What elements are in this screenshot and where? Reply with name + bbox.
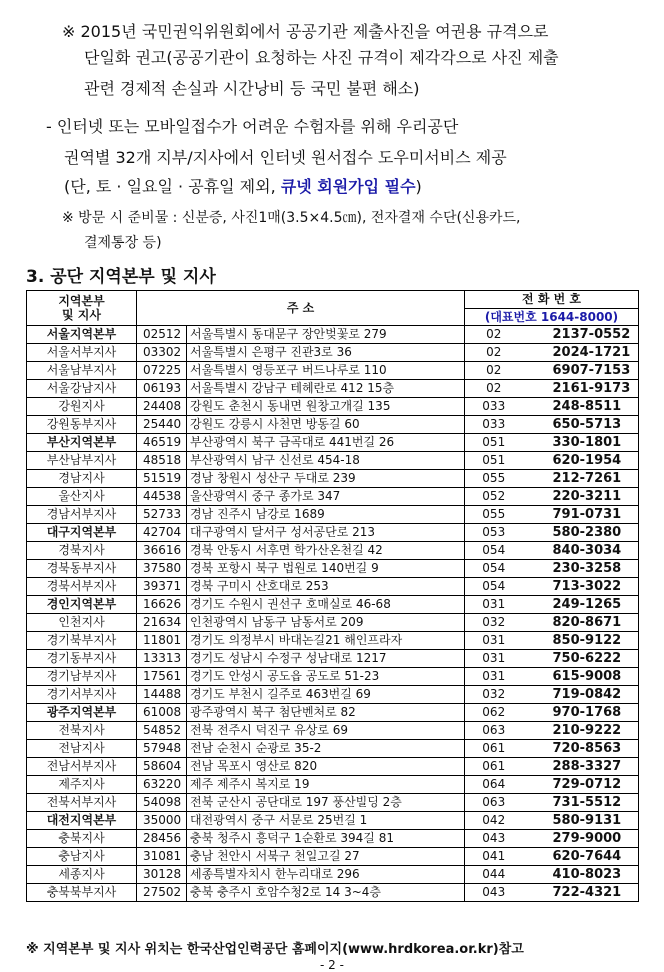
area-code: 061 xyxy=(465,758,523,776)
area-code: 063 xyxy=(465,794,523,812)
phone-number: 580-9131 xyxy=(523,812,639,830)
bullet-line1: - 인터넷 또는 모바일접수가 어려운 수험자를 위해 우리공단 xyxy=(46,117,459,136)
area-code: 043 xyxy=(465,830,523,848)
table-row xyxy=(27,596,639,614)
address: 경기도 부천시 길주로 463번길 69 xyxy=(187,686,465,704)
branch-name: 대구지역본부 xyxy=(27,524,137,542)
table-row xyxy=(27,794,639,812)
phone-number: 2024-1721 xyxy=(523,344,639,362)
table-row xyxy=(27,758,639,776)
branch-name: 광주지역본부 xyxy=(27,704,137,722)
area-code: 02 xyxy=(465,344,523,362)
address: 대구광역시 달서구 성서공단로 213 xyxy=(187,524,465,542)
postal-code: 36616 xyxy=(137,542,187,560)
branch-name: 경기동부지사 xyxy=(27,650,137,668)
branch-name: 제주지사 xyxy=(27,776,137,794)
address: 서울특별시 은평구 진관3로 36 xyxy=(187,344,465,362)
postal-code: 57948 xyxy=(137,740,187,758)
area-code: 044 xyxy=(465,866,523,884)
table-row xyxy=(27,884,639,902)
branch-name: 경인지역본부 xyxy=(27,596,137,614)
table-row xyxy=(27,560,639,578)
address: 서울특별시 동대문구 장안벚꽃로 279 xyxy=(187,326,465,344)
branch-name: 세종지사 xyxy=(27,866,137,884)
table-row xyxy=(27,434,639,452)
postal-code: 07225 xyxy=(137,362,187,380)
branch-name: 인천지사 xyxy=(27,614,137,632)
postal-code: 31081 xyxy=(137,848,187,866)
table-row xyxy=(27,578,639,596)
bullet-line3 xyxy=(64,177,422,197)
note1-line2: 단일화 권고(공공기관이 요청하는 사진 규격이 제각각으로 사진 제출 xyxy=(84,48,559,67)
postal-code: 13313 xyxy=(137,650,187,668)
phone-number: 750-6222 xyxy=(523,650,639,668)
address: 경기도 안성시 공도읍 공도로 51-23 xyxy=(187,668,465,686)
table-header-row xyxy=(27,291,639,309)
phone-number: 230-3258 xyxy=(523,560,639,578)
phone-number: 248-8511 xyxy=(523,398,639,416)
phone-number: 722-4321 xyxy=(523,884,639,902)
branch-name: 서울남부지사 xyxy=(27,362,137,380)
header-branch xyxy=(27,291,137,326)
bullet-line3-post: ) xyxy=(415,177,422,196)
phone-number: 249-1265 xyxy=(523,596,639,614)
branch-name: 부산남부지사 xyxy=(27,452,137,470)
address: 인천광역시 남동구 남동서로 209 xyxy=(187,614,465,632)
address: 제주 제주시 복지로 19 xyxy=(187,776,465,794)
area-code: 053 xyxy=(465,524,523,542)
address: 경남 진주시 남강로 1689 xyxy=(187,506,465,524)
area-code: 055 xyxy=(465,506,523,524)
table-row xyxy=(27,704,639,722)
branch-table xyxy=(26,290,639,902)
phone-number: 970-1768 xyxy=(523,704,639,722)
table-row xyxy=(27,650,639,668)
area-code: 031 xyxy=(465,650,523,668)
postal-code: 03302 xyxy=(137,344,187,362)
address: 강원도 춘천시 동내면 원창고개길 135 xyxy=(187,398,465,416)
table-row xyxy=(27,362,639,380)
area-code: 041 xyxy=(465,848,523,866)
header-phone-representative: (대표번호 1644-8000) xyxy=(465,308,639,326)
postal-code: 61008 xyxy=(137,704,187,722)
address: 전북 전주시 덕진구 유상로 69 xyxy=(187,722,465,740)
area-code: 02 xyxy=(465,326,523,344)
area-code: 051 xyxy=(465,452,523,470)
branch-name: 충북지사 xyxy=(27,830,137,848)
table-row xyxy=(27,344,639,362)
postal-code: 14488 xyxy=(137,686,187,704)
address: 광주광역시 북구 첨단벤처로 82 xyxy=(187,704,465,722)
area-code: 033 xyxy=(465,416,523,434)
table-row xyxy=(27,614,639,632)
phone-number: 720-8563 xyxy=(523,740,639,758)
address: 충북 충주시 호암수청2로 14 3~4층 xyxy=(187,884,465,902)
table-row xyxy=(27,542,639,560)
address: 울산광역시 중구 종가로 347 xyxy=(187,488,465,506)
postal-code: 17561 xyxy=(137,668,187,686)
table-row xyxy=(27,830,639,848)
table-row xyxy=(27,416,639,434)
branch-name: 경기북부지사 xyxy=(27,632,137,650)
area-code: 054 xyxy=(465,578,523,596)
branch-name: 전남지사 xyxy=(27,740,137,758)
postal-code: 37580 xyxy=(137,560,187,578)
table-row xyxy=(27,668,639,686)
table-row xyxy=(27,722,639,740)
header-address: 주 소 xyxy=(137,291,465,326)
branch-name: 충북북부지사 xyxy=(27,884,137,902)
phone-number: 279-9000 xyxy=(523,830,639,848)
bullet-line2: 권역별 32개 지부/지사에서 인터넷 원서접수 도우미서비스 제공 xyxy=(64,148,507,167)
phone-number: 729-0712 xyxy=(523,776,639,794)
area-code: 032 xyxy=(465,614,523,632)
phone-number: 719-0842 xyxy=(523,686,639,704)
postal-code: 28456 xyxy=(137,830,187,848)
area-code: 02 xyxy=(465,362,523,380)
postal-code: 58604 xyxy=(137,758,187,776)
area-code: 02 xyxy=(465,380,523,398)
branch-name: 경기남부지사 xyxy=(27,668,137,686)
postal-code: 16626 xyxy=(137,596,187,614)
address: 부산광역시 북구 금곡대로 441번길 26 xyxy=(187,434,465,452)
address: 경북 포항시 북구 법원로 140번길 9 xyxy=(187,560,465,578)
address: 부산광역시 남구 신선로 454-18 xyxy=(187,452,465,470)
branch-name: 서울서부지사 xyxy=(27,344,137,362)
qnet-signup-required: 큐넷 회원가입 필수 xyxy=(280,177,416,196)
branch-name: 강원지사 xyxy=(27,398,137,416)
table-row xyxy=(27,524,639,542)
area-code: 054 xyxy=(465,560,523,578)
branch-name: 강원동부지사 xyxy=(27,416,137,434)
address: 대전광역시 중구 서문로 25번길 1 xyxy=(187,812,465,830)
phone-number: 713-3022 xyxy=(523,578,639,596)
table-row xyxy=(27,326,639,344)
phone-number: 580-2380 xyxy=(523,524,639,542)
area-code: 054 xyxy=(465,542,523,560)
address: 전남 순천시 순광로 35-2 xyxy=(187,740,465,758)
branch-name: 전남서부지사 xyxy=(27,758,137,776)
postal-code: 02512 xyxy=(137,326,187,344)
note2-line2: 결제통장 등) xyxy=(84,235,162,251)
area-code: 064 xyxy=(465,776,523,794)
branch-name: 경북서부지사 xyxy=(27,578,137,596)
branch-name: 경북지사 xyxy=(27,542,137,560)
branch-name: 부산지역본부 xyxy=(27,434,137,452)
postal-code: 27502 xyxy=(137,884,187,902)
phone-number: 731-5512 xyxy=(523,794,639,812)
branch-name: 전북서부지사 xyxy=(27,794,137,812)
table-row xyxy=(27,398,639,416)
header-phone: 전 화 번 호 xyxy=(465,291,639,309)
phone-number: 650-5713 xyxy=(523,416,639,434)
postal-code: 63220 xyxy=(137,776,187,794)
phone-number: 2137-0552 xyxy=(523,326,639,344)
postal-code: 24408 xyxy=(137,398,187,416)
address: 경북 안동시 서후면 학가산온천길 42 xyxy=(187,542,465,560)
table-row xyxy=(27,812,639,830)
phone-number: 820-8671 xyxy=(523,614,639,632)
postal-code: 25440 xyxy=(137,416,187,434)
bullet-line3-pre: (단, 토 · 일요일 · 공휴일 제외, xyxy=(64,177,281,196)
branch-name: 울산지사 xyxy=(27,488,137,506)
postal-code: 39371 xyxy=(137,578,187,596)
phone-number: 220-3211 xyxy=(523,488,639,506)
postal-code: 35000 xyxy=(137,812,187,830)
address: 전북 군산시 공단대로 197 풍산빌딩 2층 xyxy=(187,794,465,812)
area-code: 031 xyxy=(465,668,523,686)
branch-name: 경남지사 xyxy=(27,470,137,488)
table-row xyxy=(27,380,639,398)
header-branch-line1: 지역본부 xyxy=(58,294,105,308)
postal-code: 51519 xyxy=(137,470,187,488)
postal-code: 42704 xyxy=(137,524,187,542)
postal-code: 06193 xyxy=(137,380,187,398)
phone-number: 410-8023 xyxy=(523,866,639,884)
address: 충북 청주시 흥덕구 1순환로 394길 81 xyxy=(187,830,465,848)
phone-number: 6907-7153 xyxy=(523,362,639,380)
table-row xyxy=(27,452,639,470)
branch-name: 대전지역본부 xyxy=(27,812,137,830)
address: 전남 목포시 영산로 820 xyxy=(187,758,465,776)
phone-number: 620-7644 xyxy=(523,848,639,866)
postal-code: 46519 xyxy=(137,434,187,452)
postal-code: 21634 xyxy=(137,614,187,632)
table-row xyxy=(27,470,639,488)
phone-number: 615-9008 xyxy=(523,668,639,686)
postal-code: 54098 xyxy=(137,794,187,812)
table-row xyxy=(27,632,639,650)
area-code: 055 xyxy=(465,470,523,488)
address: 경남 창원시 성산구 두대로 239 xyxy=(187,470,465,488)
note1-line1: ※ 2015년 국민권익위원회에서 공공기관 제출사진을 여권용 규격으로 xyxy=(62,22,549,41)
area-code: 063 xyxy=(465,722,523,740)
page-number: - 2 - xyxy=(320,958,344,972)
phone-number: 210-9222 xyxy=(523,722,639,740)
table-row xyxy=(27,848,639,866)
phone-number: 212-7261 xyxy=(523,470,639,488)
phone-number: 850-9122 xyxy=(523,632,639,650)
branch-name: 전북지사 xyxy=(27,722,137,740)
table-row xyxy=(27,866,639,884)
area-code: 033 xyxy=(465,398,523,416)
address: 서울특별시 영등포구 버드나루로 110 xyxy=(187,362,465,380)
table-row xyxy=(27,488,639,506)
phone-number: 791-0731 xyxy=(523,506,639,524)
branch-name: 서울강남지사 xyxy=(27,380,137,398)
branch-name: 경북동부지사 xyxy=(27,560,137,578)
area-code: 043 xyxy=(465,884,523,902)
phone-number: 330-1801 xyxy=(523,434,639,452)
branch-name: 충남지사 xyxy=(27,848,137,866)
address: 경기도 수원시 권선구 호매실로 46-68 xyxy=(187,596,465,614)
footer-note: ※ 지역본부 및 지사 위치는 한국산업인력공단 홈페이지(www.hrdkorea.or.kr)참고 xyxy=(26,942,524,957)
area-code: 042 xyxy=(465,812,523,830)
area-code: 061 xyxy=(465,740,523,758)
address: 충남 천안시 서북구 천일고길 27 xyxy=(187,848,465,866)
postal-code: 48518 xyxy=(137,452,187,470)
address: 강원도 강릉시 사천면 방동길 60 xyxy=(187,416,465,434)
postal-code: 30128 xyxy=(137,866,187,884)
address: 경기도 성남시 수정구 성남대로 1217 xyxy=(187,650,465,668)
table-row xyxy=(27,776,639,794)
table-row xyxy=(27,740,639,758)
phone-number: 840-3034 xyxy=(523,542,639,560)
area-code: 062 xyxy=(465,704,523,722)
branch-name: 서울지역본부 xyxy=(27,326,137,344)
area-code: 031 xyxy=(465,632,523,650)
table-row xyxy=(27,686,639,704)
postal-code: 54852 xyxy=(137,722,187,740)
section-heading: 3. 공단 지역본부 및 지사 xyxy=(26,267,216,287)
phone-number: 288-3327 xyxy=(523,758,639,776)
area-code: 052 xyxy=(465,488,523,506)
postal-code: 11801 xyxy=(137,632,187,650)
table-row xyxy=(27,506,639,524)
branch-name: 경남서부지사 xyxy=(27,506,137,524)
area-code: 051 xyxy=(465,434,523,452)
area-code: 032 xyxy=(465,686,523,704)
area-code: 031 xyxy=(465,596,523,614)
address: 경기도 의정부시 바대논길21 해인프라자 xyxy=(187,632,465,650)
address: 서울특별시 강남구 테헤란로 412 15층 xyxy=(187,380,465,398)
postal-code: 52733 xyxy=(137,506,187,524)
phone-number: 620-1954 xyxy=(523,452,639,470)
phone-number: 2161-9173 xyxy=(523,380,639,398)
header-branch-line2: 및 지사 xyxy=(62,308,101,322)
address: 경북 구미시 산호대로 253 xyxy=(187,578,465,596)
postal-code: 44538 xyxy=(137,488,187,506)
note1-line3: 관련 경제적 손실과 시간낭비 등 국민 불편 해소) xyxy=(84,79,420,98)
branch-name: 경기서부지사 xyxy=(27,686,137,704)
note2-line1: ※ 방문 시 준비물 : 신분증, 사진1매(3.5×4.5㎝), 전자결재 수단(신용카드, xyxy=(62,210,521,226)
address: 세종특별자치시 한누리대로 296 xyxy=(187,866,465,884)
